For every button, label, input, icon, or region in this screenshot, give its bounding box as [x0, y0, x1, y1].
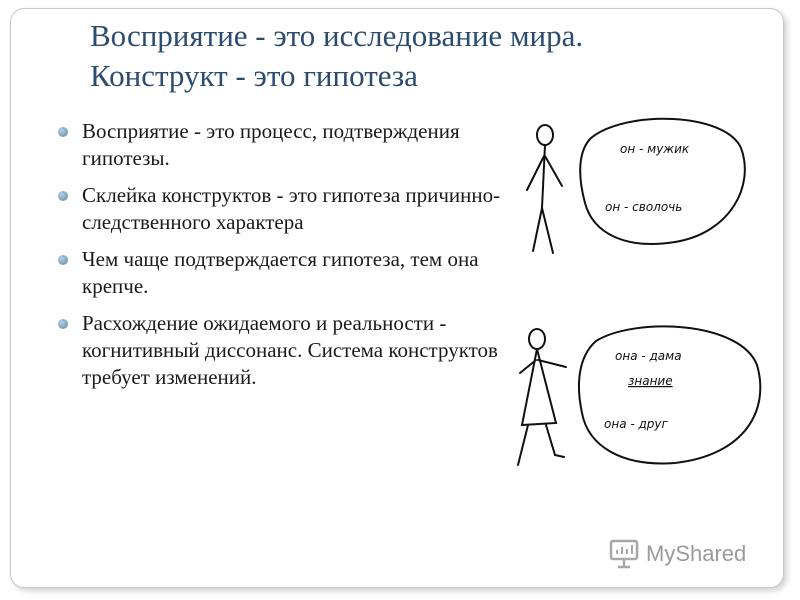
bullet-item: Чем чаще подтверждается гипотеза, тем она крепче.	[58, 246, 508, 300]
stick-figure-head	[537, 125, 553, 145]
sketch-woman-with-circle	[500, 315, 770, 475]
circle-text-1: она - дама	[615, 349, 682, 363]
circle-text-2: он - сволочь	[605, 200, 683, 214]
circle-text-2: знание	[628, 374, 673, 388]
bullet-item: Склейка конструктов - это гипотеза причинно-следственного характера	[58, 182, 508, 236]
title-line-1: Восприятие - это исследование мира.	[90, 18, 584, 53]
bullet-dot-icon	[58, 127, 68, 137]
thought-circle	[580, 119, 745, 244]
stick-figure-legs	[533, 208, 553, 253]
slide-title	[90, 16, 583, 96]
circle-text-1: он - мужик	[620, 142, 690, 156]
bullet-dot-icon	[58, 255, 68, 265]
circle-text-3: она - друг	[604, 417, 668, 431]
title-line-2: Конструкт - это гипотеза	[90, 58, 418, 93]
stick-figure-body	[542, 145, 545, 208]
watermark	[608, 538, 746, 570]
bullet-dot-icon	[58, 191, 68, 201]
thought-circle	[579, 326, 760, 463]
bullet-item: Расхождение ожидаемого и реальности - когнитивный диссонанс. Система конструктов требует изменений.	[58, 310, 508, 391]
sketch-man-with-circle	[505, 108, 755, 258]
bullet-list	[58, 118, 508, 401]
bullet-dot-icon	[58, 319, 68, 329]
watermark-brand: MyShared	[646, 541, 747, 566]
stick-figure-legs	[518, 425, 564, 465]
bullet-item: Восприятие - это процесс, подтверждения гипотезы.	[58, 118, 508, 172]
stick-figure-head	[529, 329, 545, 349]
presentation-board-icon	[608, 538, 640, 570]
